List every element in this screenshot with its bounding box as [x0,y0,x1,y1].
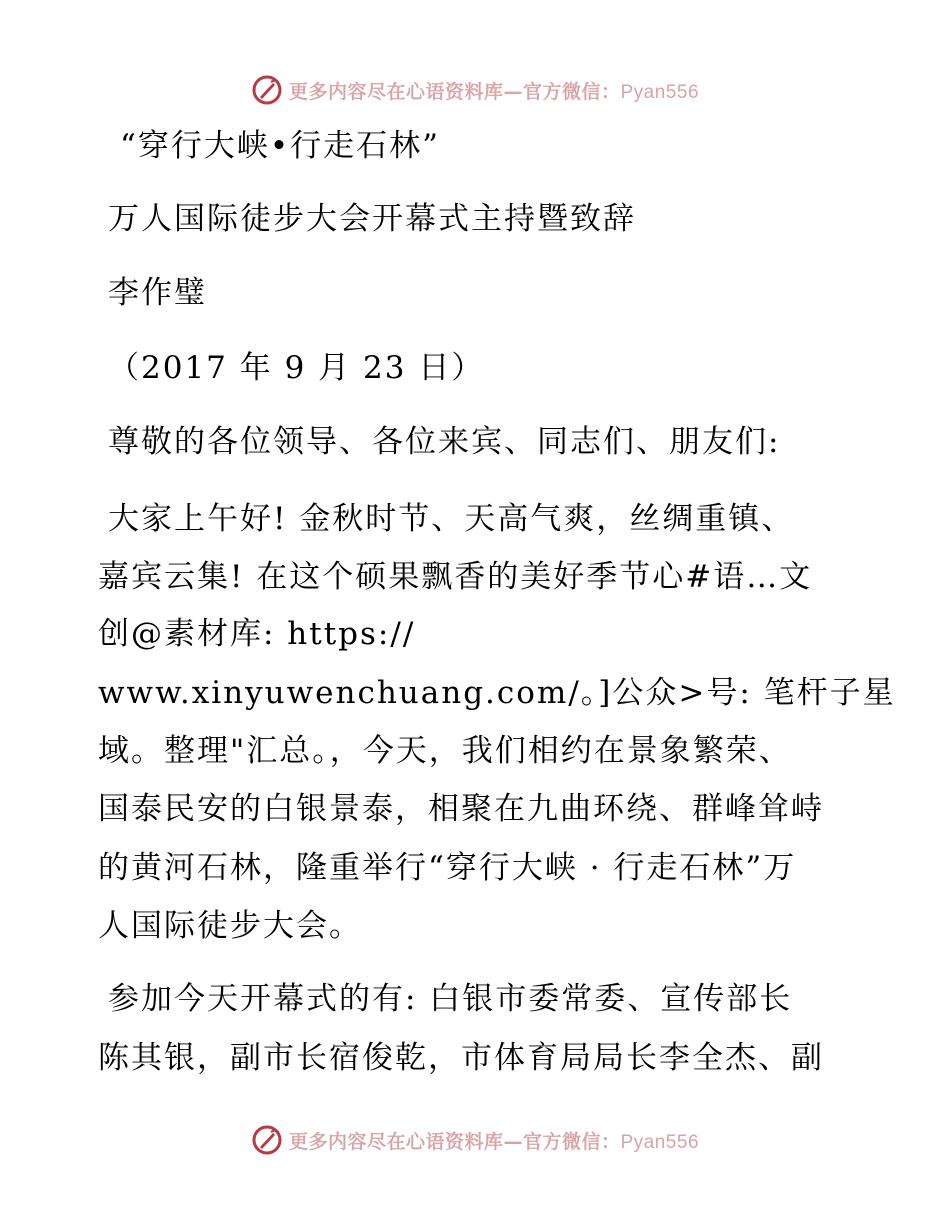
header-watermark [0,70,950,110]
document-subtitle: 万人国际徒步大会开幕式主持暨致辞 [108,201,636,237]
watermark-text: 更多内容尽在心语资料库—官方微信： [288,80,621,103]
watermark-handle: Pyan556 [620,1131,700,1153]
footer-watermark [0,1120,950,1160]
document-date: （2017 年 9 月 23 日） [108,350,485,386]
paragraph-line: 人国际徒步大会。 [98,908,362,944]
document-title: “穿行大峡•行走石林” [120,128,440,164]
paragraph-line: 国泰民安的白银景泰，相聚在九曲环绕、群峰耸峙 [98,791,824,827]
paragraph-line: 陈其银，副市长宿俊乾，市体育局局长李全杰、副 [98,1040,824,1076]
paragraph-line: 域。整理"汇总。，今天，我们相约在景象繁荣、 [98,733,792,769]
watermark-handle: Pyan556 [620,81,700,103]
quill-circle-logo-icon [251,74,283,106]
paragraph-line: 大家上午好! 金秋时节、天高气爽，丝绸重镇、 [108,501,795,537]
document-author: 李作璧 [108,275,207,311]
salutation: 尊敬的各位领导、各位来宾、同志们、朋友们: [108,424,781,460]
watermark-text: 更多内容尽在心语资料库—官方微信： [288,1130,621,1153]
paragraph-line: www.xinyuwenchuang.com/。]公众>号: 笔杆子星 [98,675,896,711]
paragraph-line: 参加今天开幕式的有: 白银市委常委、宣传部长 [108,981,793,1017]
paragraph-line: 嘉宾云集! 在这个硕果飘香的美好季节心#语…文 [98,559,813,595]
paragraph-line: 的黄河石林，隆重举行“穿行大峡 · 行走石林”万 [98,850,797,886]
quill-circle-logo-icon [251,1124,283,1156]
paragraph-line: 创@素材库: https:// [98,616,416,652]
